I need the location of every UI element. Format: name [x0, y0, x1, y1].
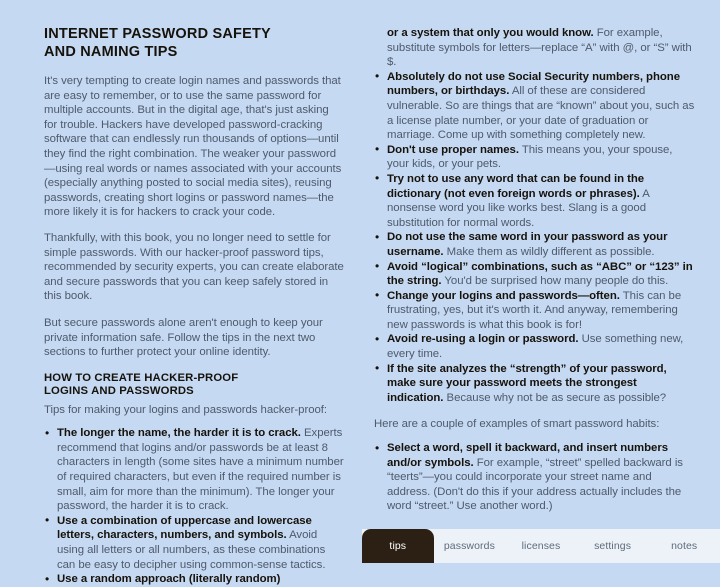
- list-item: [44, 572, 344, 587]
- list-item-rest: For example, “street” spelled backward is “teerts”—you could incorporate your street name and address. (Don't do this if your address actually includes the word “street.” Use another word.): [387, 456, 683, 513]
- list-item: [374, 441, 696, 514]
- tab-passwords[interactable]: [434, 529, 506, 563]
- list-item: [44, 426, 344, 514]
- list-item-rest: This can be frustrating, yes, but it's worth it. And anyway, remembering new passwords is what this book is for!: [387, 289, 682, 331]
- page-title-line-2: AND NAMING TIPS: [44, 43, 178, 60]
- list-item: [374, 143, 696, 172]
- intro-paragraph-1: It's very tempting to create login names and passwords that are easy to remember, or to use the same password for multiple accounts. But in the digital age, that's just asking for trouble. Hackers have developed password-cracking software that can endlessly run thousands of options—until they find the right combination. The weaker your password—using real words or names associated with your accounts (especially anything posted to social media sites), reusing passwords, creating short logins or password names—the more likely it is for hackers to crack your code.: [44, 75, 342, 219]
- page-title: [44, 26, 344, 61]
- bottom-tab-bar: [362, 529, 720, 563]
- right-tips-list: [374, 70, 696, 406]
- list-item-lead: Change your logins and passwords—often.: [387, 289, 620, 302]
- list-item-lead: Use a combination of uppercase and lowercase letters, characters, numbers, and symbols.: [57, 514, 312, 542]
- continuation-rest: For example, substitute symbols for letters—replace “A” with @, or “S” with $.: [387, 27, 692, 69]
- list-item: [374, 172, 696, 230]
- bullet-icon: •: [375, 171, 380, 186]
- examples-lead-text: Here are a couple of examples of smart password habits:: [374, 418, 660, 431]
- continuation-block: [374, 26, 696, 70]
- list-item: [374, 260, 696, 289]
- bullet-icon: •: [375, 142, 380, 157]
- bullet-icon: •: [45, 571, 50, 586]
- left-column: [44, 26, 344, 586]
- page-title-line-1: INTERNET PASSWORD SAFETY: [44, 26, 271, 42]
- tab-settings-label: settings: [594, 540, 632, 552]
- list-item-lead: Avoid “logical” combinations, such as “ABC” or “123” in the string.: [387, 260, 693, 288]
- bullet-icon: •: [375, 331, 380, 346]
- bullet-icon: •: [45, 425, 50, 440]
- list-item-lead: The longer the name, the harder it is to crack.: [57, 427, 301, 440]
- list-item-lead: Try not to use any word that can be found in the dictionary (not even foreign words or phrases).: [387, 172, 645, 200]
- intro-paragraph-3: But secure passwords alone aren't enough to keep your private information safe. Follow the tips in the next two sections to further protect your online identity.: [44, 316, 323, 359]
- tab-tips-label: tips: [389, 540, 407, 552]
- list-item-rest: Because why not be as secure as possible?: [443, 391, 667, 404]
- section-heading-line-1: HOW TO CREATE HACKER-PROOF: [44, 371, 239, 384]
- list-item-rest: This means you, your spouse, your kids, or your pets.: [387, 143, 673, 171]
- list-item: [374, 230, 696, 259]
- tab-licenses-label: licenses: [521, 540, 561, 552]
- list-item-rest: Avoid using all letters or all numbers, as these combinations can be easy to decipher using common-sense tactics.: [57, 529, 326, 571]
- tab-notes[interactable]: [648, 529, 720, 563]
- two-column-layout: [0, 26, 720, 586]
- section-heading-line-2: LOGINS AND PASSWORDS: [44, 385, 194, 398]
- list-item-lead: If the site analyzes the “strength” of your password, make sure your password meets the strongest indication.: [387, 362, 667, 404]
- intro-paragraph-2: Thankfully, with this book, you no longer need to settle for simple passwords. With our hacker-proof password tips, recommended by security experts, you can create elaborate and secure passwords that you can keep safely stored in this book.: [44, 231, 344, 303]
- tab-passwords-label: passwords: [443, 540, 495, 552]
- section-lead-text: Tips for making your logins and passwords hacker-proof:: [44, 403, 327, 416]
- continuation-lead: or a system that only you would know.: [387, 27, 594, 39]
- bullet-icon: •: [375, 69, 380, 84]
- tab-licenses[interactable]: [505, 529, 577, 563]
- list-item-rest: You'd be surprised how many people do this.: [441, 275, 669, 288]
- bullet-icon: •: [45, 513, 50, 528]
- list-item-rest: All of these are considered vulnerable. So are things that are “known” about you, such as a license plate number, or your date of graduation or marriage. Come up with something completely new.: [387, 85, 695, 142]
- list-item-rest: Use something new, every time.: [387, 333, 684, 361]
- bullet-icon: •: [375, 288, 380, 303]
- list-item-lead: Use a random approach (literally random): [57, 573, 281, 586]
- bullet-icon: •: [375, 440, 380, 455]
- list-item: [374, 289, 696, 333]
- list-item-lead: Don't use proper names.: [387, 143, 519, 156]
- bullet-icon: •: [375, 259, 380, 273]
- section-heading-how-to-create: [44, 372, 344, 399]
- list-item-lead: Avoid re-using a login or password.: [387, 333, 579, 346]
- bullet-icon: •: [375, 361, 380, 376]
- tab-settings[interactable]: [577, 529, 649, 563]
- list-item-rest: A nonsense word you like works best. Slang is a good substitution for normal words.: [387, 187, 650, 229]
- list-item: [44, 514, 344, 572]
- list-item: [374, 70, 696, 143]
- paragraph-spacer: [374, 405, 696, 417]
- right-column: [374, 26, 696, 563]
- examples-list: [374, 441, 696, 514]
- bullet-icon: •: [375, 229, 380, 244]
- list-item-lead: Select a word, spell it backward, and insert numbers and/or symbols.: [387, 442, 668, 469]
- list-item-lead: Do not use the same word in your password as your username.: [387, 231, 668, 258]
- tab-notes-label: notes: [671, 540, 698, 552]
- list-item-rest: Make them as wildly different as possible.: [443, 245, 655, 258]
- list-item-lead: Absolutely do not use Social Security numbers, phone numbers, or birthdays.: [387, 70, 680, 98]
- list-item-rest: Experts recommend that logins and/or passwords be at least 8 characters in length (some sites have a minimum number of required characters, but even if the required number is small, aim for more than the minimum). The longer your password, the harder it is to crack.: [57, 427, 344, 513]
- list-item: [374, 362, 696, 406]
- list-item: [374, 332, 696, 361]
- tab-tips[interactable]: [362, 529, 434, 563]
